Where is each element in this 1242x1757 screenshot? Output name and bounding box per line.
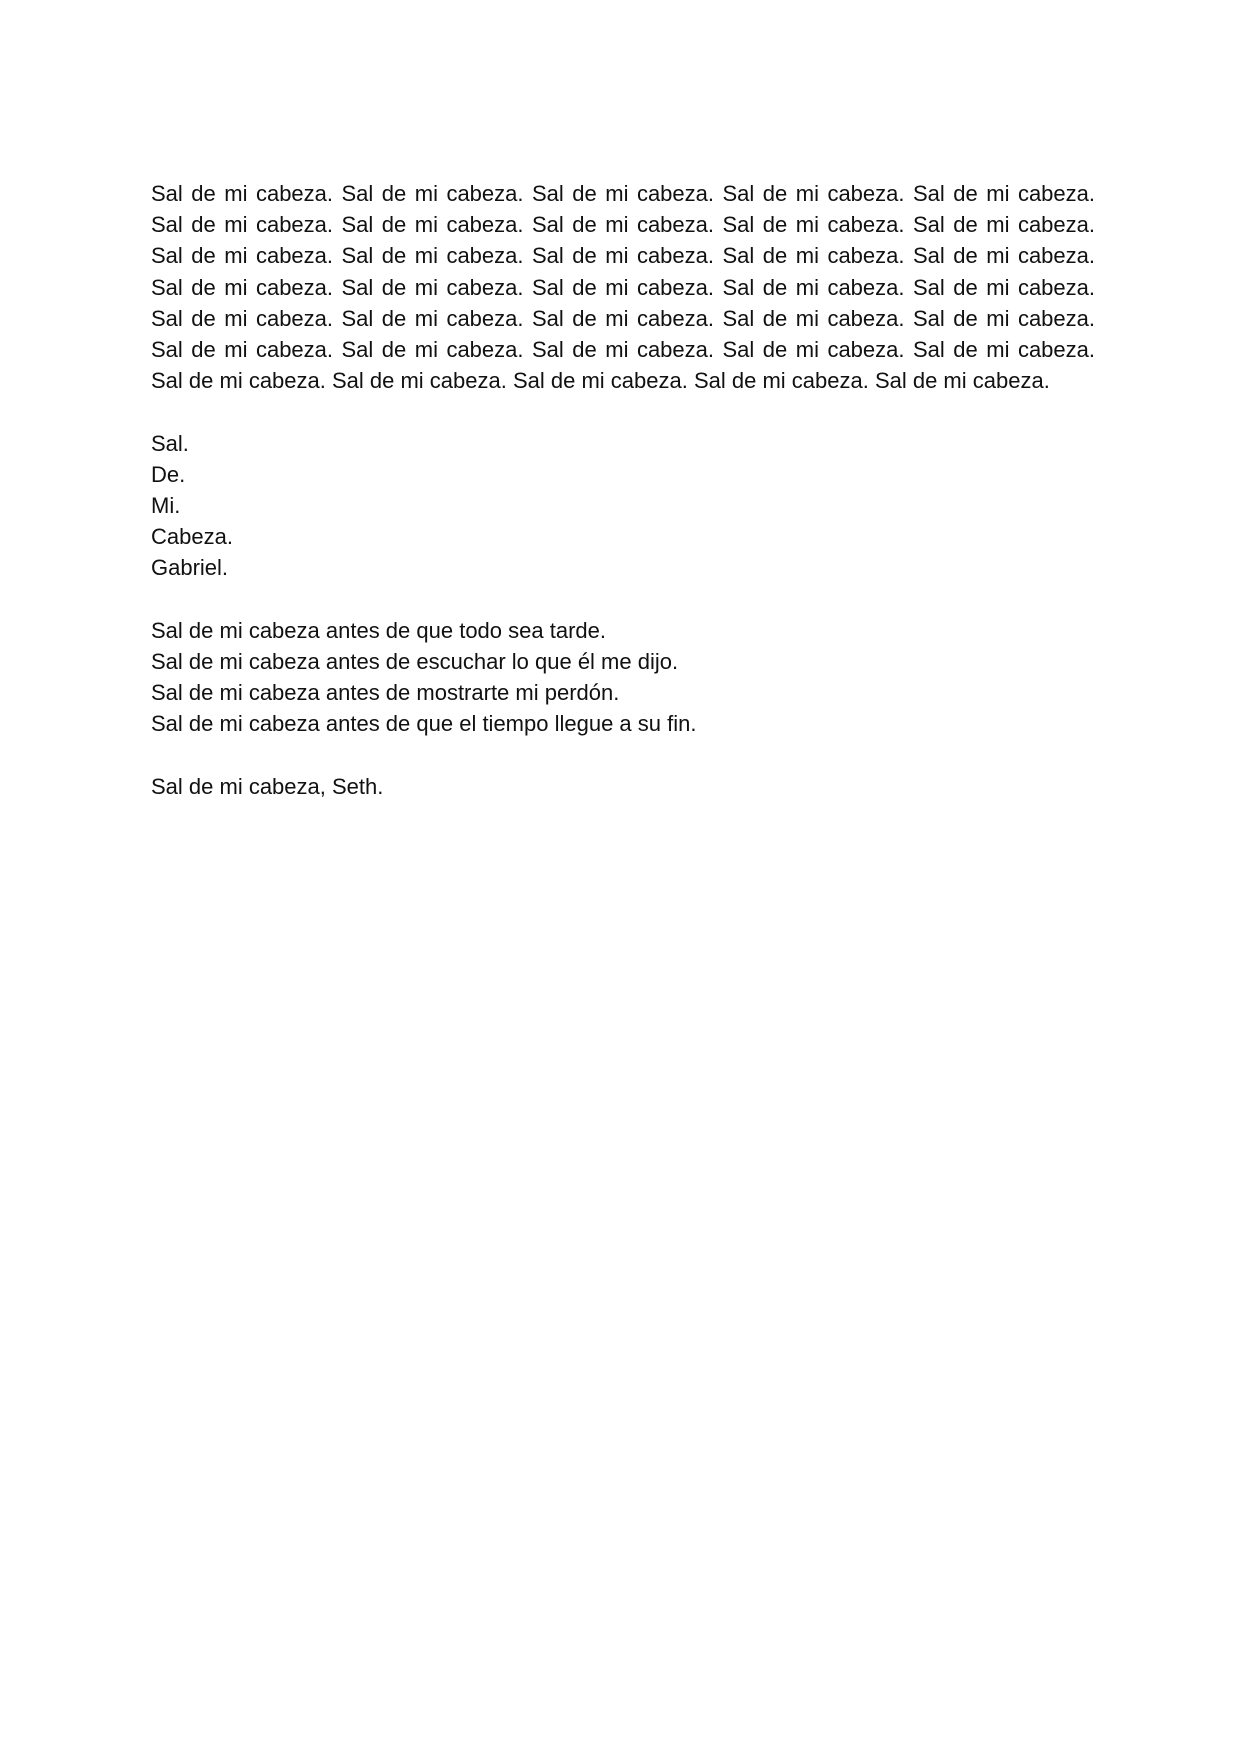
repeat-line: Sal de mi cabeza. Sal de mi cabeza. Sal de mi cabeza. Sal de mi cabeza. Sal de mi cabeza. [151, 212, 1095, 238]
word-line: Cabeza. [151, 524, 233, 550]
paragraph-gap [151, 584, 1242, 615]
word-line: De. [151, 461, 186, 487]
paragraph-gap [151, 396, 1242, 427]
paragraph-gap [151, 740, 1242, 771]
word-line: Gabriel. [151, 555, 229, 581]
repeat-line: Sal de mi cabeza. Sal de mi cabeza. Sal de mi cabeza. Sal de mi cabeza. Sal de mi cabeza. [151, 337, 1095, 363]
repeat-line: Sal de mi cabeza. Sal de mi cabeza. Sal de mi cabeza. Sal de mi cabeza. Sal de mi cabeza. [151, 243, 1095, 269]
repeat-line: Sal de mi cabeza. Sal de mi cabeza. Sal de mi cabeza. Sal de mi cabeza. Sal de mi cabeza. [151, 274, 1095, 300]
antes-stanza [151, 615, 1242, 740]
antes-line: Sal de mi cabeza antes de que todo sea tarde. [151, 617, 606, 643]
word-line: Sal. [151, 430, 189, 456]
words-stanza [151, 428, 1242, 584]
antes-line: Sal de mi cabeza antes de que el tiempo llegue a su fin. [151, 711, 697, 737]
repeat-line: Sal de mi cabeza. Sal de mi cabeza. Sal de mi cabeza. Sal de mi cabeza. Sal de mi cabeza. [151, 305, 1095, 331]
repeat-paragraph [151, 178, 1242, 396]
antes-line: Sal de mi cabeza antes de mostrarte mi perdón. [151, 680, 620, 706]
antes-line: Sal de mi cabeza antes de escuchar lo que él me dijo. [151, 649, 679, 675]
closing-line: Sal de mi cabeza, Seth. [151, 773, 384, 799]
repeat-line: Sal de mi cabeza. Sal de mi cabeza. Sal de mi cabeza. Sal de mi cabeza. Sal de mi cabeza. [151, 368, 1050, 394]
repeat-line: Sal de mi cabeza. Sal de mi cabeza. Sal de mi cabeza. Sal de mi cabeza. Sal de mi cabeza. [151, 181, 1095, 206]
word-line: Mi. [151, 493, 181, 519]
